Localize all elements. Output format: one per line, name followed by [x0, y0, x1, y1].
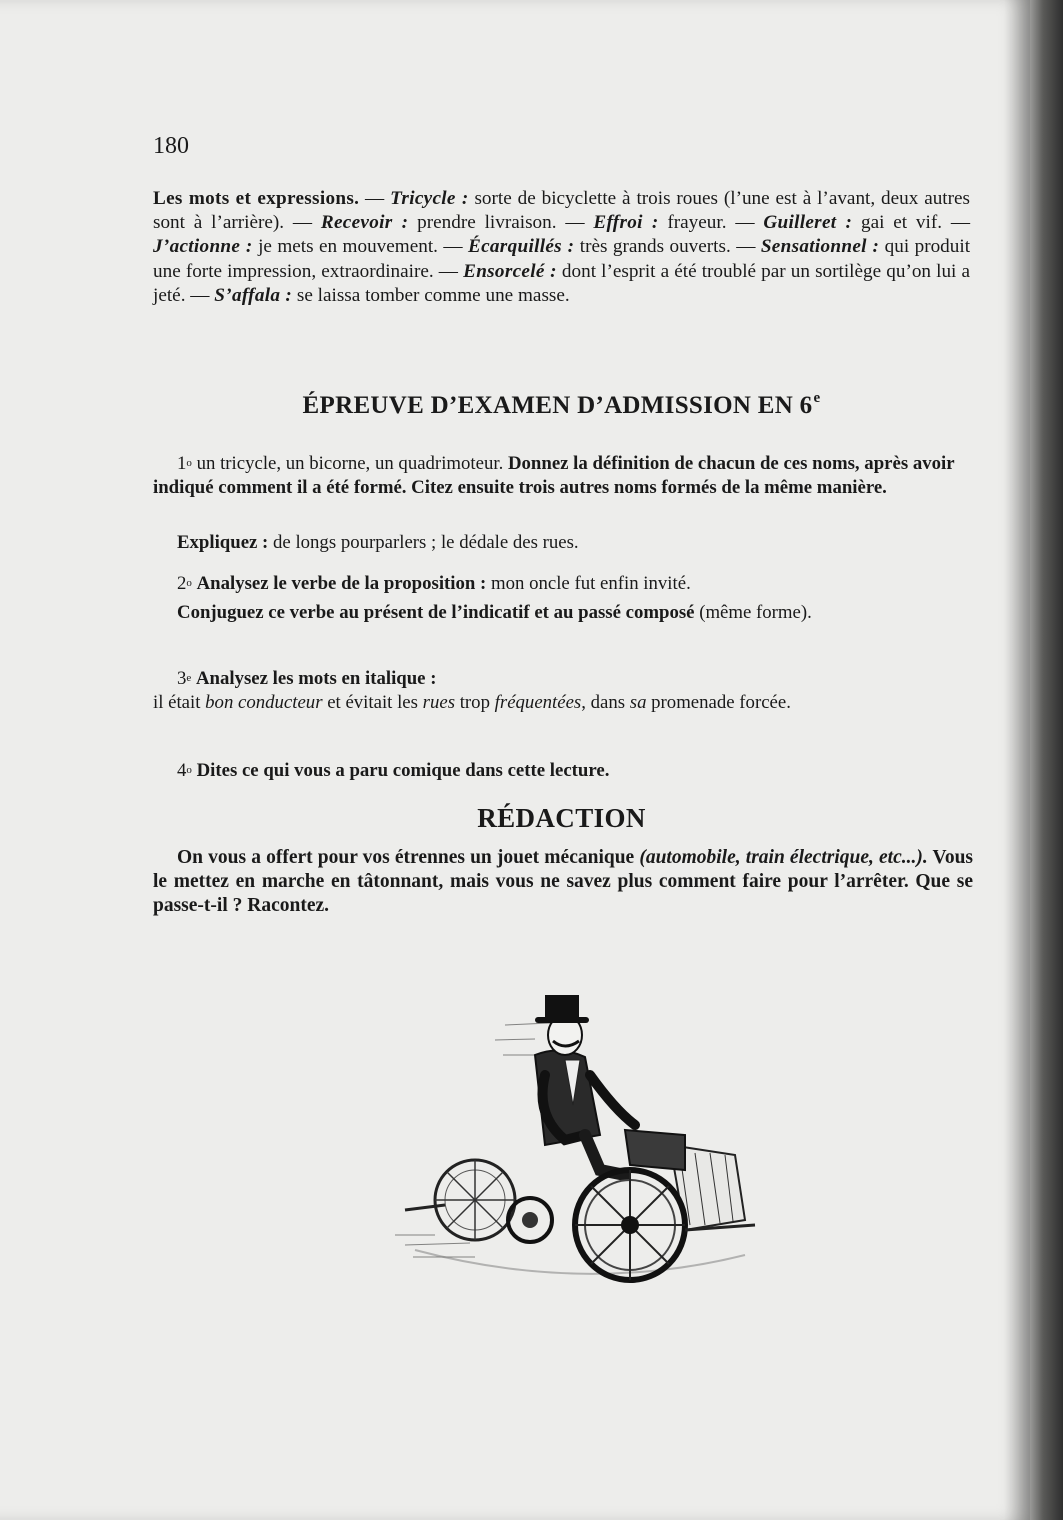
question-instruction: Dites ce qui vous a paru comique dans cette lecture. — [196, 760, 610, 781]
explain-text: de longs pourparlers ; le dédale des rues. — [273, 532, 579, 553]
vocab-definition: je mets en mouvement. — [258, 236, 438, 258]
question-3 — [153, 667, 975, 691]
question-2-conjugate — [153, 601, 975, 625]
vocabulary-paragraph: Les mots et expressions. — Tricycle : sorte de bicyclette à trois roues (l’une est à l’avant, deux autres sont à l’arrière). — Recevoir : prendre livraison. — Effroi : frayeur. — Guilleret : gai et vif. — J’actionne : je mets en mouvement. — Écarquillés : très grands ouverts. — Sensationnel : qui produit une forte impression, extraordinaire. — Ensorcelé : dont l’esprit a été troublé par un sortilège qu’on lui a jeté. — S’affala : se laissa tomber comme une masse. — [153, 188, 971, 306]
vocab-term: Guilleret : — [763, 212, 853, 234]
italic-word: fréquentées — [494, 692, 582, 713]
question-2 — [153, 572, 975, 596]
vocab-definition: sorte de bicyclette à trois roues (l’une est à l’avant, deux autres sont à l’arrière). — [153, 188, 971, 234]
question-instruction: Analysez les mots en italique : — [195, 668, 437, 689]
question-number: 1$^o$ — [177, 453, 192, 474]
question-3-sentence: il était bon conducteur et évitait les rues trop fréquentées, dans sa promenade forcée. — [153, 692, 791, 713]
question-1-explain — [153, 531, 975, 555]
conjugate-note: (même forme). — [699, 602, 812, 623]
question-instruction: Donnez la définition de chacun de ces noms, après avoir indiqué comment il a été formé. Citez ensuite trois autres noms formés de la même manière. — [153, 453, 955, 498]
vocab-definition: se laissa tomber comme une masse. — [296, 284, 570, 306]
book-gutter — [1030, 0, 1063, 1520]
italic-word: rues — [422, 692, 456, 713]
page-number: 180 — [153, 133, 189, 159]
question-number: 2$^o$ — [177, 573, 192, 594]
vocab-term: Sensationnel : — [760, 236, 880, 258]
redaction-heading: RÉDACTION — [477, 803, 646, 833]
question-1 — [153, 452, 975, 500]
question-instruction: Analysez le verbe de la proposition : — [196, 573, 487, 594]
exam-heading: ÉPREUVE D’EXAMEN D’ADMISSION EN 6e — [302, 390, 821, 419]
vocab-definition: prendre livraison. — [417, 212, 557, 234]
conjugate-instruction: Conjuguez ce verbe au présent de l’indicatif et au passé composé — [177, 602, 695, 623]
italic-word: sa — [629, 692, 647, 713]
vocab-term: Effroi : — [593, 212, 659, 234]
question-words: un tricycle, un bicorne, un quadrimoteur. — [196, 453, 504, 474]
vocab-definition: frayeur. — [667, 212, 727, 234]
vocab-definition: gai et vif. — [861, 212, 943, 234]
question-number: 4$^o$ — [177, 760, 192, 781]
vocab-term: Écarquillés : — [468, 236, 575, 258]
question-phrase: mon oncle fut enfin invité. — [491, 573, 691, 594]
vocab-term: Recevoir : — [320, 212, 409, 234]
italic-word: bon conducteur — [205, 692, 323, 713]
vocab-term: Ensorcelé : — [463, 260, 557, 282]
vocab-term: S’affala : — [214, 284, 293, 306]
vocab-definition: dont l’esprit a été troublé par un sortilège qu’on lui a jeté. — [153, 260, 971, 306]
question-4 — [153, 759, 975, 783]
vocab-definition: qui produit une forte impression, extraordinaire. — [153, 236, 971, 282]
vocab-definition: très grands ouverts. — [579, 236, 731, 258]
redaction-paragraph: On vous a offert pour vos étrennes un jouet mécanique (automobile, train électrique, etc...). Vous le mettez en marche en tâtonnant, mais vous ne savez plus comment faire pour l’arrêter. Que se passe-t-il ? Racontez. — [153, 847, 973, 916]
vocabulary-intro: Les mots et expressions. — [153, 188, 360, 209]
tricycle-illustration — [385, 995, 770, 1315]
vocab-term: J’actionne : — [153, 236, 253, 258]
explain-label: Expliquez : — [177, 532, 269, 553]
question-number: 3e — [177, 668, 192, 689]
vocab-term: Tricycle : — [390, 188, 469, 209]
